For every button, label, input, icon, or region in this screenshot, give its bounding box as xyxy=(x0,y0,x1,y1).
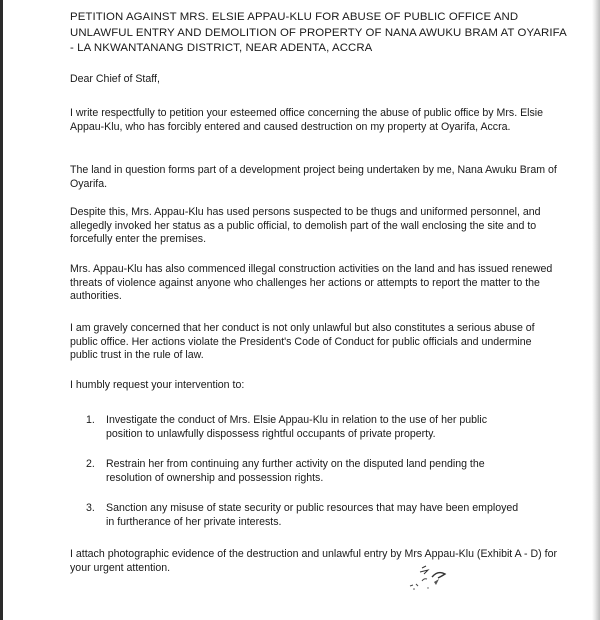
signature-scribble xyxy=(408,562,456,592)
petition-title: PETITION AGAINST MRS. ELSIE APPAU-KLU FOR ABUSE OF PUBLIC OFFICE AND UNLAWFUL ENTRY AND DEMOLITION OF PROPERTY OF NANA AWUKU BRAM AT OYARIFA - LA NKWANTANANG DISTRICT, NEAR ADENTA, ACCRA xyxy=(70,11,567,54)
paragraph-intro: I write respectfully to petition your esteemed office concerning the abuse of public office by Mrs. Elsie Appau-Klu, who has forcibly entered and caused destruction on my property at Oyarifa, Accra. xyxy=(70,107,544,133)
request-text: Investigate the conduct of Mrs. Elsie Appau-Klu in relation to the use of her public position to unlawfully dispossess rightful occupants of private property. xyxy=(106,414,488,440)
request-text: Sanction any misuse of state security or public resources that may have been employed in furtherance of her private interests. xyxy=(106,502,519,528)
paragraph-request-intro: I humbly request your intervention to: xyxy=(70,379,245,391)
paragraph-concern: I am gravely concerned that her conduct is not only unlawful but also constitutes a serious abuse of public office. Her actions violate the President's Code of Conduct for public officials and undermine public trust in the rule of law. xyxy=(70,322,535,362)
request-number: 3. xyxy=(86,502,95,514)
salutation: Dear Chief of Staff, xyxy=(70,73,160,85)
request-number: 2. xyxy=(86,458,95,470)
paragraph-land-ownership: The land in question forms part of a development project being undertaken by me, Nana Awuku Bram of Oyarifa. xyxy=(70,164,557,190)
request-number: 1. xyxy=(86,414,95,426)
paragraph-demolition: Despite this, Mrs. Appau-Klu has used persons suspected to be thugs and uniformed personnel, and allegedly invoked her status as a public official, to demolish part of the wall enclosing the site and to forcefully enter the premises. xyxy=(70,206,541,246)
paragraph-illegal-construction: Mrs. Appau-Klu has also commenced illegal construction activities on the land and has issued renewed threats of violence against anyone who challenges her actions or attempts to report the matter to the authorities. xyxy=(70,263,553,303)
paragraph-closing: I attach photographic evidence of the destruction and unlawful entry by Mrs Appau-Klu (Exhibit A - D) for your urgent attention. xyxy=(70,548,557,574)
request-text: Restrain her from continuing any further activity on the disputed land pending the resolution of ownership and possession rights. xyxy=(106,458,485,484)
